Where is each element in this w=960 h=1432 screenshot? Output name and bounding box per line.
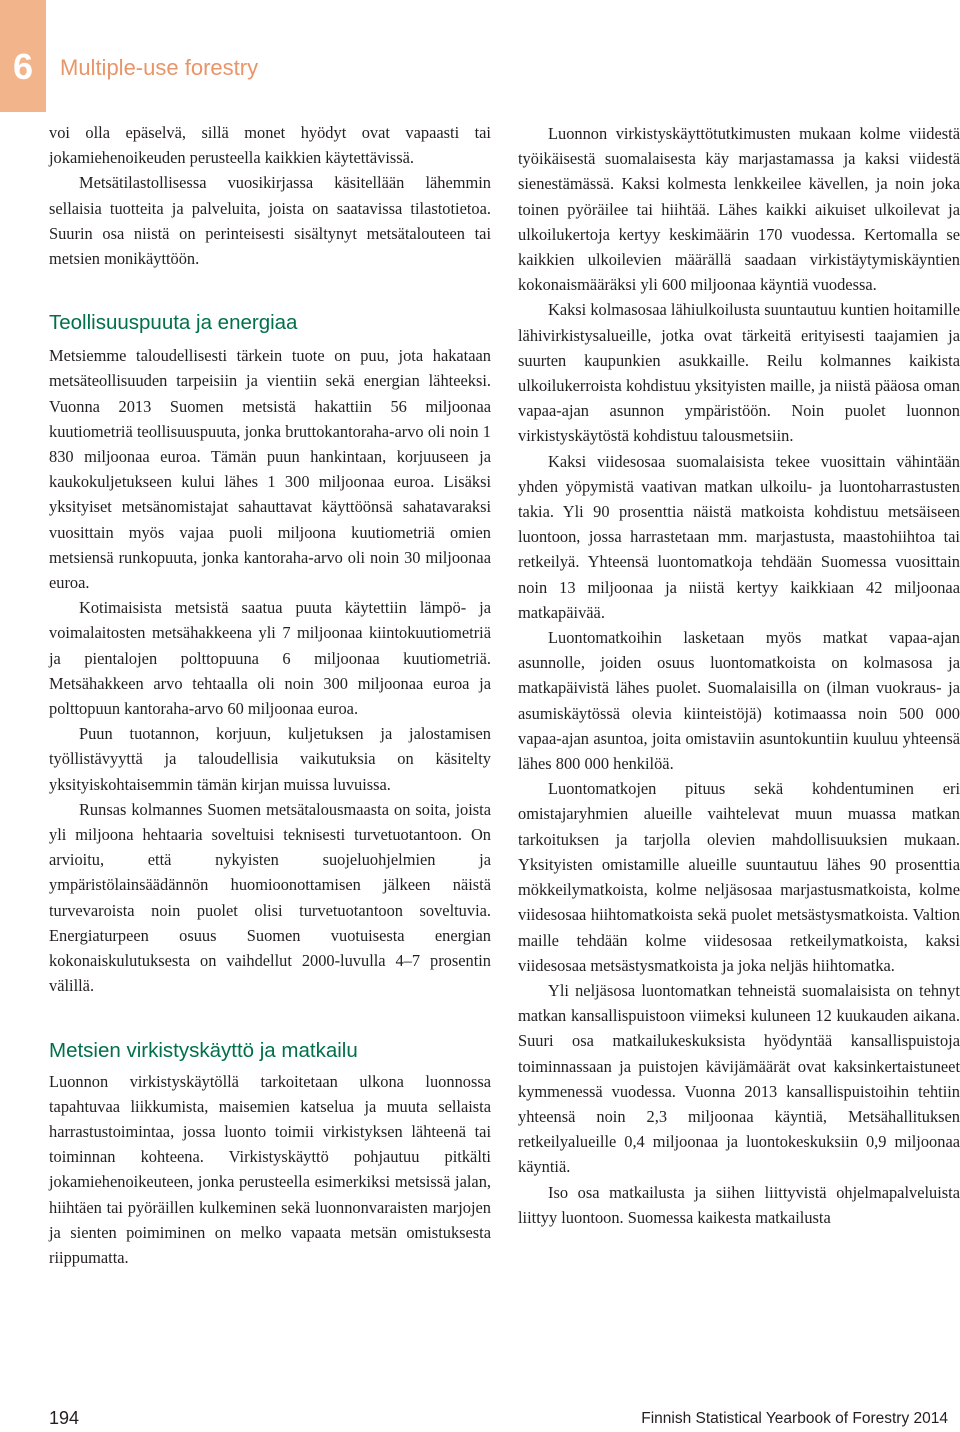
paragraph: Luontomatkoihin lasketaan myös matkat vapaa-ajan asunnolle, joiden osuus luontomatkoista on kolmasosa ja matkapäivistä lähes puolet. Suomalaisilla on (ilman vuokraus- ja asumiskäytössä olevia kiinteistöjä) kotimaassa noin 500 000 vapaa-ajan asuntoa, joita omistaviin asuntokuntiin kuuluu yhteensä lähes 800 000 henkilöä. [518, 628, 960, 774]
right-column [518, 121, 960, 1230]
paragraph: Kotimaisista metsistä saatua puuta käytettiin lämpö- ja voimalaitosten metsähakkeena yli 7 miljoonaa kiintokuutiometriä ja pientalojen polttopuuna 6 miljoonaa kuutiometriä. Metsähakkeen arvo tehtaalla oli noin 300 miljoonaa euroa ja polttopuun kantoraha-arvo 60 miljoonaa euroa. [49, 598, 491, 719]
paragraph: Kaksi kolmasosaa lähiulkoilusta suuntautuu kuntien hoitamille lähivirkistysalueille, jotka ovat tärkeitä erityisesti taajamien ja suurten kaupunkien asukkaille. Reilu kolmannes kaikista ulkoilukerroista kohdistuu yksityisten maille, ja niistä pääosa oman vapaa-ajan asunnon ympäristöön. Noin puolet luonnon virkistyskäytöstä kohdistuu talousmetsiin. [518, 300, 960, 446]
chapter-tab [0, 0, 46, 112]
paragraph: voi olla epäselvä, sillä monet hyödyt ovat vapaasti tai jokamiehenoikeuden perusteella kaikkien käytettävissä. [49, 123, 491, 168]
paragraph: Runsas kolmannes Suomen metsätalousmaasta on soita, joista yli miljoona hehtaaria soveltuisi teknisesti turvetuotantoon. On arvioitu, että nykyisten suojeluohjelmien ja ympäristölainsäädännön huomioonottamisen jälkeen näistä turvevaroista noin puolet olisi turvetuotantoon soveltuvia. Energiaturpeen osuus Suomen vuotuisesta energian kokonaiskulutuksesta on vaihdellut 2000-luvulla 4–7 prosentin välillä. [49, 799, 491, 996]
paragraph: Kaksi viidesosaa suomalaisista tekee vuosittain vähintään yhden yöpymistä vaativan matkan ulkoilu- ja luontoharrastusten takia. Yli 90 prosenttia näistä matkoista kohdistuu metsäiseen luontoon, jossa harrastetaan mm. marjastusta, maastohiihtoa tai retkeilyä. Yhteensä luontomatkoja tehdään Suomessa vuosittain noin 13 miljoonaa ja niistä kertyy kaikkiaan 42 miljoonaa matkapäivää. [518, 451, 960, 622]
chapter-number: 6 [12, 46, 34, 87]
section-heading-recreation: Metsien virkistyskäyttö ja matkailu [49, 1038, 358, 1062]
publication-title: Finnish Statistical Yearbook of Forestry 2014 [641, 1410, 948, 1427]
section-heading-industrial-wood: Teollisuuspuuta ja energiaa [49, 311, 298, 335]
paragraph: Iso osa matkailusta ja siihen liittyvistä ohjelmapalveluista liittyy luontoon. Suomessa kaikesta matkailusta [518, 1182, 960, 1227]
paragraph: Metsiemme taloudellisesti tärkein tuote on puu, jota hakataan metsäteollisuuden tarpeisiin ja vientiin sekä energian lähteeksi. Vuonna 2013 Suomen metsistä hakattiin 56 miljoonaa kuutiometriä teollisuuspuuta, jonka bruttokantoraha-arvo oli noin 1 830 miljoonaa euroa. Tämän puun hankintaan, korjuuseen ja kaukokuljetukseen kului lähes 1 300 miljoonaa euroa. Lisäksi yksityiset metsänomistajat sahauttavat käyttöönsä sahatavaraksi vuosittain myös vajaa puoli miljoona kuutiometriä omien metsiensä runkopuuta, jonka kantoraha-arvo oli noin 30 miljoonaa euroa. [49, 346, 491, 593]
paragraph: Luontomatkojen pituus sekä kohdentuminen eri omistajaryhmien alueille vaihtelevat muun muassa matkan tarkoituksen ja tarjolla olevien mahdollisuuksien mukaan. Yksityisten omistamille alueille suuntautuu lähes 90 prosenttia mökkeilymatkoista, kolme neljäsosaa marjastusmatkoista, kolme viidesosaa hiihtomatkoista sekä puolet metsästysmatkoista. Valtion maille tehdään kolme viidesosaa retkeilymatkoista, kaksi viidesosaa metsästysmatkoista ja joka neljäs hiihtomatka. [518, 779, 960, 975]
paragraph: Metsätilastollisessa vuosikirjassa käsitellään lähemmin sellaisia tuotteita ja palveluita, joista on saatavissa tilastotietoa. Suurin osa niistä on perinteisesti sisältynyt metsätalouteen tai metsien monikäyttöön. [49, 173, 491, 269]
page-number: 194 [49, 1408, 80, 1428]
paragraph: Puun tuotannon, korjuun, kuljetuksen ja jalostamisen työllistävyyttä ja taloudellisia vaikutuksia on käsitelty yksityiskohtaisemmin tämän kirjan muissa luvuissa. [49, 724, 491, 794]
left-column [49, 120, 491, 1270]
paragraph: Yli neljäsosa luontomatkan tehneistä suomalaisista on tehnyt matkan kansallispuistoon viimeksi kuluneen 12 kuukauden aikana. Suuri osa matkailukeskuksista hyödyntää kansallispuistoja toiminnassaan ja puistojen kävijämäärät ovat kaksinkertaistuneet kymmenessä vuodessa. Vuonna 2013 kansallispuistoihin tehtiin yhteensä noin 2,3 miljoonaa käyntiä, Metsähallituksen retkeilyalueille 0,4 miljoonaa ja luontokeskuksiin 0,9 miljoonaa käyntiä. [518, 980, 960, 1177]
paragraph: Luonnon virkistyskäytöllä tarkoitetaan ulkona luonnossa tapahtuvaa liikkumista, maisemien katselua ja muuta sellaista harrastustoimintaa, jossa luonto toimii virkistyksen lähteenä tai toiminnan kohteena. Virkistyskäyttö pohjautuu pitkälti jokamiehenoikeuteen, jonka perusteella esimerkiksi metsissä jalan, hiihtäen tai pyöräillen kulkeminen sekä luonnonvaraisten marjojen ja sienten poimiminen on melko vapaata metsän omistuksesta riippumatta. [49, 1071, 491, 1267]
paragraph: Luonnon virkistyskäyttötutkimusten mukaan kolme viidestä työikäisestä suomalaisesta käy marjastamassa ja kaksi viidestä sienestämässä. Kaksi kolmesta lenkkeilee kävellen, ja noin joka toinen pyöräilee tai hiihtää. Lähes kaikki aikuiset ulkoilevat ja ulkoilukertoja kertyy keskimäärin 170 vuodessa. Kertomalla se kaikkien ulkoilevien määrällä saadaan virkistäytymiskäyntien kokonaismääräksi yli 600 miljoonaa käyntiä vuodessa. [518, 124, 960, 295]
chapter-title: Multiple-use forestry [60, 55, 259, 80]
